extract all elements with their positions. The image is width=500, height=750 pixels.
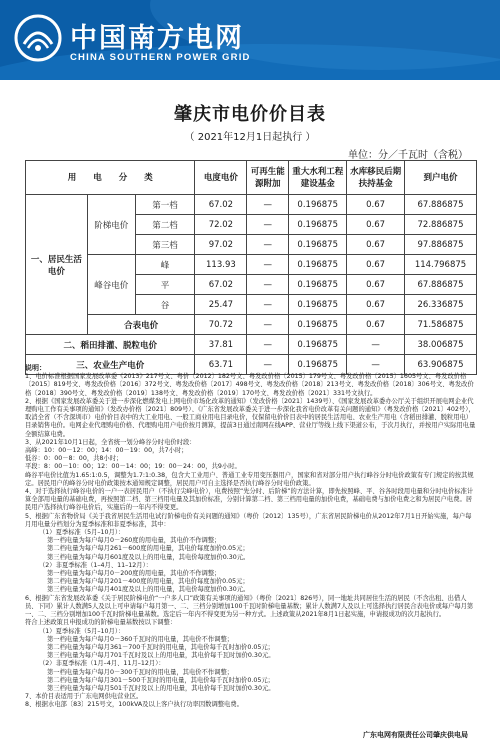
note-line: 3、从2021年10月1日起，全省统一划分峰谷分时电价时段： [25, 438, 196, 446]
header-renew: 可再生能源附加 [247, 161, 289, 195]
note-line: 符合上述政策且申报成功的阶梯电量基数按以下调整： [25, 619, 177, 627]
table-header-row [26, 161, 477, 195]
footer-org: 广东电网有限责任公司肇庆供电局 [363, 731, 468, 739]
header-final: 到户电价 [405, 161, 477, 195]
header-hydro: 重大水利工程建设基金 [289, 161, 347, 195]
agri-label: 三、农业生产电价 [26, 355, 195, 375]
cell-resettle: — [347, 355, 405, 375]
note-line: 低谷：0：00－8：00，共8小时； [25, 455, 123, 463]
residential-label: 一、居民生活电价 [26, 195, 88, 335]
note-line: 1、电价标准根据国家发展改革委《2013》217号文、粤价〔2012〕182号文、粤发改价格〔2015〕179号文、粤发改价格〔2015〕1605号文、粤发改价格〔2015〕819号文、粤发改价格〔2016〕372号文、粤发改价格〔2017〕498号文、粤发改价格〔2018〕213号文、粤发改价格〔2018〕306号文、粤发改价格〔2018〕390号文、粤发改价格〔2019〕138号文、粤发改价格〔2019〕170号文、粤发改价格〔2021〕331号文执行。 [25, 373, 474, 397]
note-line: （2）非夏季标准（1月–4月、11月–12月）： [39, 660, 165, 668]
cell-price: 72.02 [195, 215, 247, 235]
price-table [25, 160, 477, 375]
table-row [26, 255, 477, 275]
note-line: 第二档电量为每户每月301－500千瓦时的用电量，其电价每千瓦时加价0.05元； [47, 676, 274, 684]
note-line: 第二档电量为每户每月361－700千瓦时的用电量，其电价每千瓦时加价0.05元； [47, 643, 274, 651]
cell-resettle: 0.67 [347, 275, 405, 295]
cell-final: 67.886875 [405, 275, 477, 295]
note-line: 第三档电量为每户每月401度及以上的用电量，其电价每度加价0.30元。 [47, 586, 250, 594]
cell-hydro: 0.196875 [289, 235, 347, 255]
cell-renew: — [247, 335, 289, 355]
cell-final: 114.796875 [405, 255, 477, 275]
cell-price: 67.02 [195, 275, 247, 295]
note-line: 平段：8：00－10：00；12：00－14：00；19：00－24：00，共9小时。 [25, 463, 241, 471]
cell-hydro: 0.196875 [289, 295, 347, 315]
cell-final: 71.586875 [405, 315, 477, 335]
note-line: 第三档电量为每户每月601度及以上的用电量，其电价每度加价0.30元。 [47, 553, 250, 561]
effective-date: （ 2021年12月1日起执行 ） [184, 132, 316, 143]
tou-label: 峰谷电价 [87, 255, 135, 315]
note-line: 第二档电量为每户每月261－600度的用电量，其电价每度加价0.05元； [47, 545, 249, 553]
note-line: 第一档电量为每户每月0－260度的用电量，其电价不作调整； [47, 537, 221, 545]
note-line: 4、对于选择执行峰谷电价的一户一表居民用户（不执行尖峰电价），电费按照“先分时、后阶梯”的方法计算，即先按照峰、平、谷各时段用电量和分时电价标准计算全部用电量的基础电费，再按照第二档、第三档用电量及其加价标准，分别计算第二档、第三档用电量的加价电费，基础电费与加价电费之和为居民户电费。居民用户选择执行峰谷电价后，实施后的一年内不得变更。 [25, 488, 474, 512]
cell-hydro: 0.196875 [289, 275, 347, 295]
cell-resettle: 0.67 [347, 255, 405, 275]
note-line: 第三档电量为每户每月501千瓦时及以上的用电量，其电价每千瓦时加价0.30元。 [47, 684, 275, 692]
cell-price: 67.02 [195, 195, 247, 215]
note-line: （1）夏季标准（5月–10月）： [39, 529, 125, 537]
cell-renew: — [247, 275, 289, 295]
cell-renew: — [247, 235, 289, 255]
note-line: （1）夏季标准（5月–10月）： [39, 627, 125, 635]
cell-resettle: 0.67 [347, 235, 405, 255]
cell-renew: — [247, 195, 289, 215]
row-sub: 第二档 [135, 215, 195, 235]
cell-hydro: 0.196875 [289, 215, 347, 235]
cell-hydro: 0.196875 [289, 255, 347, 275]
cell-resettle: 0.67 [347, 295, 405, 315]
header-resettle: 水库移民后期扶持基金 [347, 161, 405, 195]
cell-hydro: 0.196875 [289, 315, 347, 335]
cell-price: 70.72 [195, 315, 247, 335]
cell-renew: — [247, 255, 289, 275]
cell-hydro: 0.196875 [289, 355, 347, 375]
note-line: 第一档电量为每户每月0－360千瓦时的用电量，其电价不作调整； [47, 635, 234, 643]
note-line: 峰谷平电价比值为1.65:1:0.5，调整为1.7:1:0.38，包含大工业用户、普通工业专用变压器用户，国家和省对部分用户执行峰谷分时电价政策有专门规定的按其规定。居民用户的峰谷分时电价政策按本通知规定调整，居民用户可自主选择是否执行峰谷分时电价政策。 [25, 471, 474, 487]
row-sub: 谷 [135, 295, 195, 315]
header-banner [0, 0, 500, 80]
cell-price: 63.71 [195, 355, 247, 375]
cell-renew: — [247, 295, 289, 315]
note-line: 第一档电量为每户每月0－300千瓦时的用电量，其电价不作调整； [47, 668, 234, 676]
cell-hydro: 0.196875 [289, 195, 347, 215]
cell-price: 25.47 [195, 295, 247, 315]
cell-final: 97.886875 [405, 235, 477, 255]
note-line: 高峰：10：00－12：00；14：00－19：00，共7小时； [25, 447, 188, 455]
page-title: 肇庆市电价价目表 [174, 104, 326, 125]
cell-resettle: 0.67 [347, 215, 405, 235]
cell-price: 97.02 [195, 235, 247, 255]
brand-name-cn: 中国南方电网 [70, 23, 244, 54]
cell-renew: — [247, 355, 289, 375]
irrigation-label: 二、稻田排灌、脱粒电价 [26, 335, 195, 355]
cell-price: 37.81 [195, 335, 247, 355]
cell-price: 113.93 [195, 255, 247, 275]
cell-final: 26.336875 [405, 295, 477, 315]
note-line: 7、本价目表适用于广东电网供电营业区。 [25, 693, 143, 701]
cell-resettle: 0.67 [347, 195, 405, 215]
cell-resettle: 0.67 [347, 315, 405, 335]
table-row-label: 合表电价 [87, 315, 195, 335]
cell-final: 63.906875 [405, 355, 477, 375]
row-sub: 峰 [135, 255, 195, 275]
table-row [26, 315, 477, 335]
cell-hydro: 0.196875 [289, 335, 347, 355]
note-line: 第一档电量为每户每月0－200度的用电量，其电价不作调整； [47, 570, 221, 578]
csg-logo-icon [14, 14, 62, 62]
row-sub: 第一档 [135, 195, 195, 215]
header-price: 电度电价 [195, 161, 247, 195]
note-line: 5、根据广东省物价局《关于我省居民生活用电试行阶梯电价有关问题的通知》（粤价〔2012〕135号），广东省居民阶梯电价从2012年7月1日开始实施，每户每月用电量分档划分为夏季标准和非夏季标准，其中： [25, 512, 472, 528]
cell-final: 38.006875 [405, 335, 477, 355]
notes-heading: 说明： [25, 364, 46, 372]
row-sub: 第三档 [135, 235, 195, 255]
note-line: 2、根据《国家发展改革委关于进一步深化燃煤发电上网电价市场化改革的通知》（发改价格〔2021〕1439号）、《国家发展改革委办公厅关于组织开展电网企业代理购电工作有关事项的通知》（发改办价格〔2021〕809号）、《广东省发展改革委关于进一步深化我省电价改革有关问题的通知》（粤发改价格〔2021〕402号），取消全省（不含深圳市）电价价目表中的大工业用电、一般工商业用电目录电价，仅保留电价价目表中的居民生活用电、农业生产用电（含稻田排灌、脱粒用电）目录销售电价。电网企业代理购电价格、代理购电用户电价按月测算，提前3日通过南网在线APP、营业厅等线上线下渠道公布，于次月执行，并按用户实际用电量全额结算电费。 [25, 397, 476, 438]
cell-resettle: — [347, 335, 405, 355]
cell-renew: — [247, 215, 289, 235]
cell-final: 67.886875 [405, 195, 477, 215]
row-sub: 平 [135, 275, 195, 295]
unit-label: 单位：分／千瓦时（含税） [348, 150, 468, 161]
note-line: （2）非夏季标准（1–4月、11–12月）： [39, 561, 153, 569]
note-line: 第三档电量为每户每月701千瓦时及以上的用电量，其电价每千瓦时加价0.30元。 [47, 652, 275, 660]
cell-final: 72.886875 [405, 215, 477, 235]
notes-section [25, 364, 477, 710]
brand-name-en: CHINA SOUTHERN POWER GRID [70, 52, 251, 63]
note-line: 第二档电量为每户每月201－400度的用电量，其电价每度加价0.05元； [47, 578, 249, 586]
header-category: 用 电 分 类 [26, 161, 195, 195]
cell-renew: — [247, 315, 289, 335]
table-row [26, 195, 477, 215]
note-line: 8、根据水电部〔83〕215号文，100kVA及以上客户执行功率因数调整电费。 [25, 701, 243, 709]
table-row [26, 335, 477, 355]
note-line: 6、根据广东省发展改革委《关于居民阶梯电价“一户多人口”政策有关事项的通知》（粤价〔2021〕826号），同一地址共同居住生活的居民（不含出租、出借人员、下同）累计人数满5人及以上可申请每户每月第一、二、三档分别增加100千瓦时阶梯电量基数；累计人数满7人及以上可选择执行居民合表电价或每户每月第一、二、三档分别增加100千瓦时阶梯电量基数。选定后一年内不得变更为另一种方式。上述政策从2021年8月1日起实施，申请报成功的次月起执行。 [25, 594, 474, 619]
tiered-label: 阶梯电价 [87, 195, 135, 255]
